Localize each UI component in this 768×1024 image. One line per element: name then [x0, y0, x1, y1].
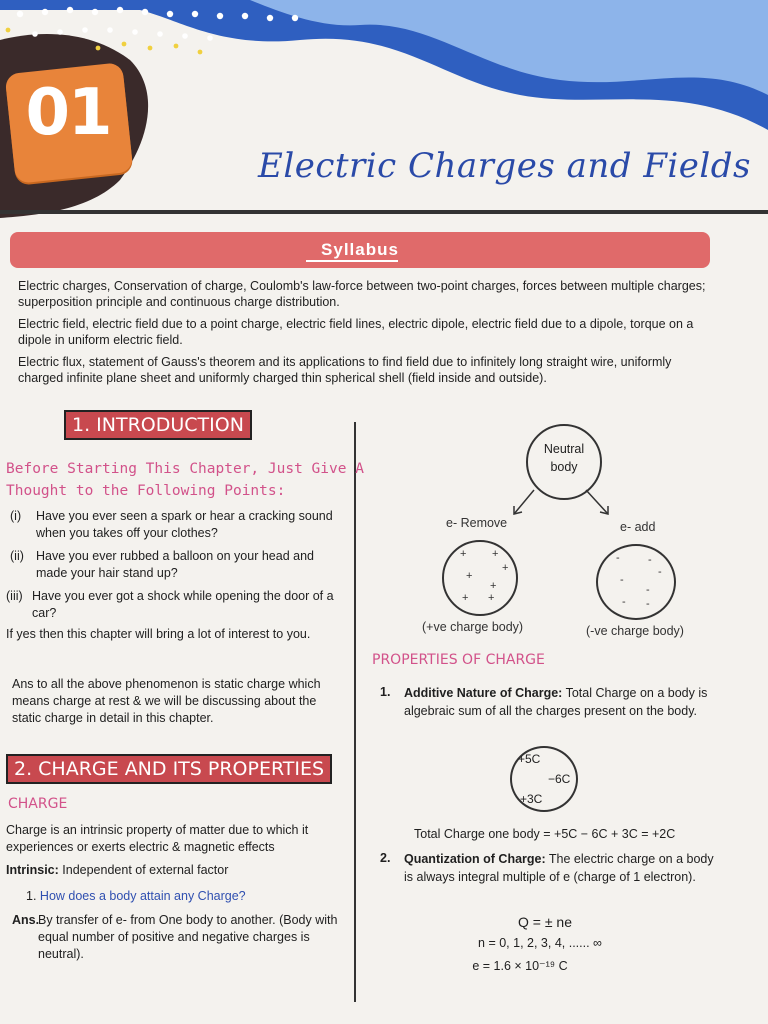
charge-subheading: CHARGE	[8, 796, 68, 812]
question-number: (iii)	[6, 589, 23, 603]
property-text: The electric charge on a body is always integral multiple of e (charge of 1 electron).	[404, 852, 714, 884]
intro-answer: Ans to all the above phenomenon is static charge which means charge at rest & we will be discussing about the static charge in detail in this chapter.	[12, 677, 321, 725]
minus-sign: -	[620, 574, 624, 586]
charge-definition: Charge is an intrinsic property of matter due to which it experiences or exerts electric & magnetic effects	[6, 823, 309, 854]
property-text: Total Charge on a body is algebraic sum of all the charges present on the body.	[404, 686, 708, 718]
charge-answer-label: Ans.	[12, 913, 40, 927]
plus-sign: +	[490, 580, 497, 592]
property-quantization	[404, 850, 724, 886]
syllabus-underline	[306, 260, 398, 262]
intro-prompt-line-1: Before Starting This Chapter, Just Give A	[6, 461, 364, 477]
intro-followup: If yes then this chapter will bring a lot of interest to you.	[6, 627, 311, 641]
positive-body-circle	[442, 540, 518, 616]
syllabus-label: Syllabus	[321, 240, 399, 259]
chapter-number: 01	[25, 76, 111, 150]
title-divider	[0, 210, 768, 214]
syllabus-paragraph: Electric flux, statement of Gauss's theorem and its applications to find field due to infinitely long straight wire, uniformly charged infinite plane sheet and uniformly charged thin spherical shell (field inside and outside).	[18, 355, 672, 385]
transfer-arrows	[500, 488, 640, 528]
electron-charge-value: e = 1.6 × 10⁻¹⁹ C	[472, 959, 568, 973]
plus-sign: +	[460, 548, 467, 560]
minus-sign: -	[648, 554, 652, 566]
quantization-formula: Q = ± ne	[518, 914, 572, 930]
intrinsic-text: Independent of external factor	[62, 863, 229, 877]
total-charge-line: Total Charge one body = +5C − 6C + 3C = +2C	[414, 827, 676, 841]
intro-prompt-line-2: Thought to the Following Points:	[6, 483, 286, 499]
question-text: Have you ever seen a spark or hear a cracking sound when you takes off your clothes?	[36, 509, 333, 540]
positive-body-caption: (+ve charge body)	[422, 620, 524, 634]
plus-sign: +	[462, 592, 469, 604]
circle-charge: +3C	[520, 792, 543, 806]
negative-body-caption: (-ve charge body)	[586, 624, 684, 638]
circle-charge: +5C	[518, 752, 541, 766]
property-title: Quantization of Charge:	[404, 852, 546, 866]
property-number: 2.	[380, 851, 391, 865]
chapter-title: Electric Charges and Fields	[258, 146, 751, 186]
negative-body-circle	[596, 544, 676, 620]
plus-sign: +	[488, 592, 495, 604]
syllabus-paragraph: Electric charges, Conservation of charge, Coulomb's law-force between two-point charges, forces between multiple charges; superposition principle and continuous charge distribution.	[18, 279, 706, 309]
circle-charge: −6C	[548, 772, 571, 786]
charge-question-number: 1.	[26, 889, 37, 903]
introduction-heading: 1. INTRODUCTION	[64, 410, 252, 440]
minus-sign: -	[616, 552, 620, 564]
plus-sign: +	[502, 562, 509, 574]
plus-sign: +	[492, 548, 499, 560]
question-number: (i)	[10, 509, 22, 523]
intrinsic-line	[6, 862, 346, 879]
charge-question-line	[26, 888, 346, 905]
minus-sign: -	[658, 566, 662, 578]
property-title: Additive Nature of Charge:	[404, 686, 563, 700]
plus-sign: +	[466, 570, 473, 582]
syllabus-paragraph: Electric field, electric field due to a point charge, electric field lines, electric dipole, electric field due to a dipole, torque on a dipole in uniform electric field.	[18, 317, 694, 347]
minus-sign: -	[622, 596, 626, 608]
question-text: Have you ever rubbed a balloon on your head and made your hair stand up?	[36, 549, 314, 580]
neutral-label-line-1: Neutral	[543, 442, 585, 456]
electron-remove-label: e- Remove	[446, 516, 508, 530]
charge-question: How does a body attain any Charge?	[39, 889, 246, 903]
property-additive	[404, 684, 724, 720]
property-number: 1.	[380, 685, 391, 699]
neutral-label-line-2: body	[550, 460, 578, 474]
charge-properties-heading: 2. CHARGE AND ITS PROPERTIES	[6, 754, 332, 784]
properties-heading: PROPERTIES OF CHARGE	[372, 652, 545, 668]
n-values: n = 0, 1, 2, 3, 4, ...... ∞	[478, 936, 602, 950]
charge-answer: By transfer of e- from One body to another. (Body with equal number of positive and negative charges is neutral).	[38, 913, 338, 961]
minus-sign: -	[646, 598, 650, 610]
electron-add-label: e- add	[620, 520, 656, 534]
question-text: Have you ever got a shock while opening the door of a car?	[32, 589, 334, 620]
question-number: (ii)	[10, 549, 24, 563]
intrinsic-label: Intrinsic:	[6, 863, 59, 877]
minus-sign: -	[646, 584, 650, 596]
column-divider	[354, 422, 356, 1002]
